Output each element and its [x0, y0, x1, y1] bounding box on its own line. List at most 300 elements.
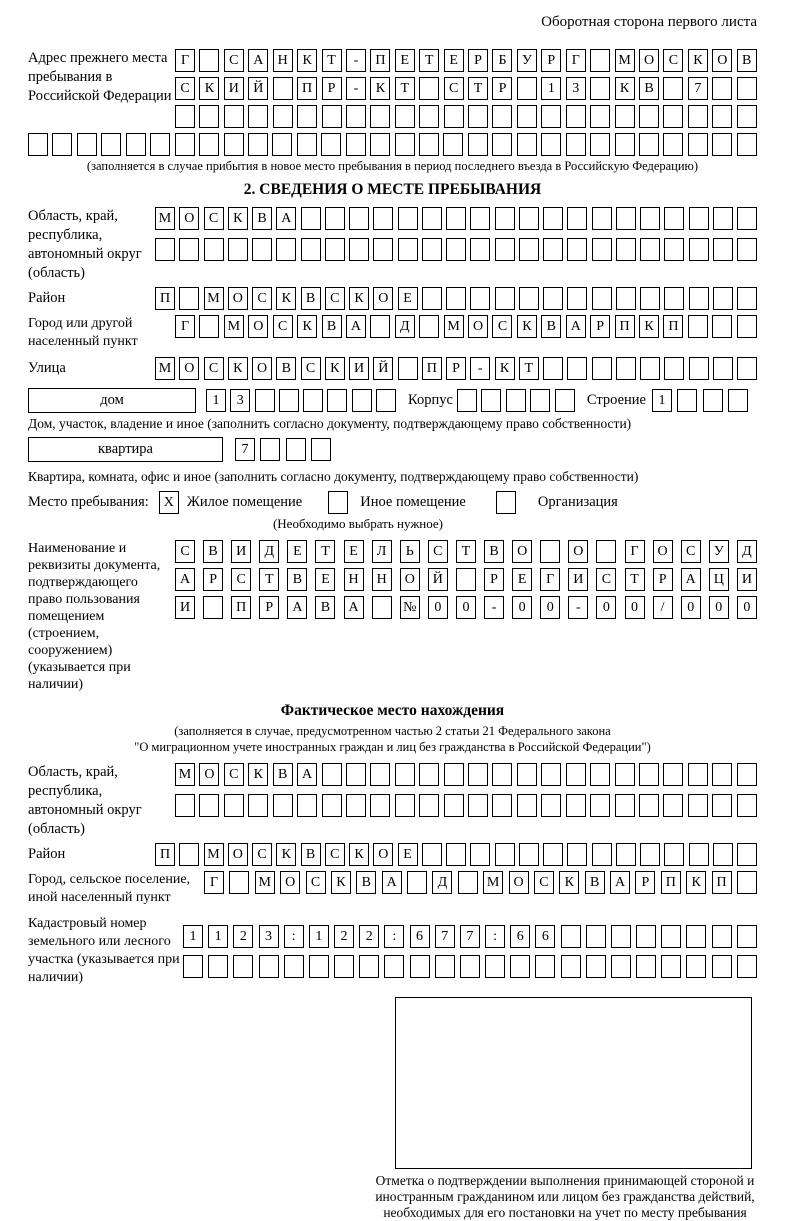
char-cell [640, 357, 660, 380]
char-cell: Е [444, 49, 464, 72]
char-cell [272, 133, 292, 156]
char-cell: А [248, 49, 268, 72]
char-cell [664, 238, 684, 261]
stamp-note: Отметка о подтверждении выполнения принимающей стороной и иностранным гражданином или лицом без гражданства действий, необходимых для его постановки на учет по месту пребывания [375, 1173, 755, 1220]
char-cell: М [615, 49, 635, 72]
region-row-1 [155, 207, 757, 230]
char-cell: К [639, 315, 659, 338]
char-cell [470, 287, 490, 310]
char-cell [555, 389, 575, 412]
char-cell: С [492, 315, 512, 338]
char-cell: Е [287, 540, 307, 563]
char-cell: К [495, 357, 515, 380]
char-cell [446, 238, 466, 261]
char-cell [199, 133, 219, 156]
char-cell [346, 763, 366, 786]
char-cell: П [663, 315, 683, 338]
char-cell: С [325, 287, 345, 310]
char-cell [322, 763, 342, 786]
prev-address-row-1 [175, 49, 757, 72]
char-cell [248, 794, 268, 817]
char-cell: К [276, 287, 296, 310]
actual-location-title: Фактическое место нахождения [280, 702, 505, 719]
char-cell [611, 955, 631, 978]
char-cell [543, 238, 563, 261]
char-cell: В [484, 540, 504, 563]
char-cell [566, 105, 586, 128]
char-cell: М [224, 315, 244, 338]
char-cell [689, 207, 709, 230]
char-cell [395, 133, 415, 156]
char-cell [248, 105, 268, 128]
apartment-row [28, 437, 757, 462]
char-cell: К [517, 315, 537, 338]
char-cell [590, 49, 610, 72]
option-other-checkbox [328, 491, 348, 514]
char-cell: Д [432, 871, 452, 894]
char-cell: 0 [512, 596, 532, 619]
char-cell [419, 763, 439, 786]
char-cell: Й [248, 77, 268, 100]
char-cell: К [686, 871, 706, 894]
char-cell [615, 105, 635, 128]
char-cell [286, 438, 306, 461]
option-other-label: Иное помещение [360, 494, 466, 510]
char-cell: С [252, 843, 272, 866]
char-cell: В [356, 871, 376, 894]
char-cell [615, 133, 635, 156]
char-cell: А [175, 568, 195, 591]
char-cell: Г [540, 568, 560, 591]
char-cell: К [248, 763, 268, 786]
char-cell [636, 925, 656, 948]
char-cell [519, 287, 539, 310]
char-cell [273, 794, 293, 817]
char-cell: В [639, 77, 659, 100]
char-cell [495, 843, 515, 866]
stay-place-label: Место пребывания: [28, 494, 149, 510]
char-cell [273, 105, 293, 128]
region-row-2 [155, 238, 757, 261]
char-cell: С [204, 357, 224, 380]
option-organization-label: Организация [537, 494, 618, 510]
char-cell: С [663, 49, 683, 72]
char-cell: О [228, 287, 248, 310]
char-cell [737, 207, 757, 230]
street-cells [155, 357, 757, 380]
char-cell [688, 315, 708, 338]
char-cell: 3 [566, 77, 586, 100]
char-cell: П [615, 315, 635, 338]
char-cell: В [301, 287, 321, 310]
char-cell [470, 843, 490, 866]
char-cell: П [422, 357, 442, 380]
char-cell [590, 133, 610, 156]
region-block [28, 207, 757, 283]
char-cell [321, 133, 341, 156]
stamp-box [395, 997, 752, 1169]
char-cell: 2 [334, 925, 354, 948]
char-cell: - [470, 357, 490, 380]
char-cell [663, 133, 683, 156]
char-cell [224, 133, 244, 156]
char-cell [506, 389, 526, 412]
char-cell [495, 287, 515, 310]
char-cell [590, 763, 610, 786]
char-cell [517, 794, 537, 817]
document-row-2 [175, 568, 757, 591]
city-block [28, 315, 757, 351]
char-cell [689, 357, 709, 380]
char-cell: М [444, 315, 464, 338]
char-cell [334, 955, 354, 978]
char-cell [640, 238, 660, 261]
char-cell: О [468, 315, 488, 338]
char-cell: У [709, 540, 729, 563]
char-cell [561, 925, 581, 948]
char-cell: О [373, 287, 393, 310]
char-cell: А [566, 315, 586, 338]
char-cell: 7 [435, 925, 455, 948]
char-cell: О [373, 843, 393, 866]
char-cell [689, 287, 709, 310]
char-cell [297, 794, 317, 817]
char-cell [663, 77, 683, 100]
char-cell [279, 389, 299, 412]
char-cell: 0 [596, 596, 616, 619]
char-cell [208, 955, 228, 978]
char-cell [510, 955, 530, 978]
char-cell [444, 763, 464, 786]
char-cell [596, 540, 616, 563]
document-block [28, 540, 757, 693]
stroenie-label: Строение [586, 392, 646, 408]
char-cell: Р [203, 568, 223, 591]
actual-region-label: Область, край, республика, автономный округ (область) [28, 764, 142, 837]
char-cell [175, 794, 195, 817]
char-cell: Р [468, 49, 488, 72]
char-cell: 1 [541, 77, 561, 100]
char-cell [636, 955, 656, 978]
char-cell: К [199, 77, 219, 100]
char-cell [592, 287, 612, 310]
char-cell: 0 [737, 596, 757, 619]
char-cell: К [297, 49, 317, 72]
char-cell: Г [625, 540, 645, 563]
char-cell [712, 794, 732, 817]
char-cell [737, 105, 757, 128]
house-number-cells [206, 389, 396, 412]
korpus-cells [457, 389, 575, 412]
char-cell: Л [372, 540, 392, 563]
char-cell: Р [259, 596, 279, 619]
char-cell: 6 [510, 925, 530, 948]
char-cell: О [199, 763, 219, 786]
char-cell [155, 238, 175, 261]
prev-address-row-4 [28, 133, 757, 156]
char-cell [541, 794, 561, 817]
char-cell [567, 238, 587, 261]
char-cell [492, 105, 512, 128]
char-cell [470, 207, 490, 230]
char-cell: : [384, 925, 404, 948]
char-cell: Р [322, 77, 342, 100]
char-cell [543, 207, 563, 230]
char-cell: К [349, 843, 369, 866]
char-cell [468, 133, 488, 156]
char-cell: К [559, 871, 579, 894]
char-cell [458, 871, 478, 894]
char-cell [530, 389, 550, 412]
char-cell [492, 794, 512, 817]
char-cell [737, 77, 757, 100]
char-cell: П [155, 843, 175, 866]
actual-location-note-2: "О миграционном учете иностранных граждан и лиц без гражданства в Российской Федерации") [134, 740, 651, 754]
char-cell [422, 287, 442, 310]
char-cell: Н [372, 568, 392, 591]
char-cell: В [203, 540, 223, 563]
char-cell: И [349, 357, 369, 380]
char-cell: 0 [456, 596, 476, 619]
char-cell [460, 955, 480, 978]
char-cell [468, 794, 488, 817]
char-cell [224, 794, 244, 817]
char-cell [419, 794, 439, 817]
char-cell: О [568, 540, 588, 563]
char-cell [737, 133, 757, 156]
char-cell [615, 794, 635, 817]
char-cell [419, 105, 439, 128]
char-cell [252, 238, 272, 261]
char-cell [713, 843, 733, 866]
char-cell: Р [590, 315, 610, 338]
char-cell [233, 955, 253, 978]
char-cell: С [175, 77, 195, 100]
char-cell: П [661, 871, 681, 894]
char-cell [224, 105, 244, 128]
char-cell [398, 207, 418, 230]
char-cell: И [568, 568, 588, 591]
char-cell [541, 133, 561, 156]
char-cell [419, 315, 439, 338]
apartment-number-cells [235, 438, 331, 461]
char-cell [260, 438, 280, 461]
char-cell [712, 955, 732, 978]
char-cell [150, 133, 170, 156]
char-cell [566, 794, 586, 817]
char-cell: М [483, 871, 503, 894]
char-cell [664, 357, 684, 380]
char-cell: А [297, 763, 317, 786]
char-cell [435, 955, 455, 978]
char-cell: А [287, 596, 307, 619]
char-cell: Е [344, 540, 364, 563]
char-cell: К [276, 843, 296, 866]
char-cell [349, 238, 369, 261]
city-cells [175, 315, 757, 338]
actual-region-row-1 [175, 763, 757, 786]
char-cell [419, 77, 439, 100]
char-cell: О [179, 207, 199, 230]
char-cell [535, 955, 555, 978]
char-cell [470, 238, 490, 261]
char-cell [373, 207, 393, 230]
char-cell [712, 763, 732, 786]
char-cell: С [325, 843, 345, 866]
stamp-area [365, 997, 765, 1221]
char-cell [686, 955, 706, 978]
char-cell: С [175, 540, 195, 563]
char-cell: Ц [709, 568, 729, 591]
char-cell [175, 105, 195, 128]
char-cell: Т [315, 540, 335, 563]
char-cell: А [346, 315, 366, 338]
char-cell [346, 794, 366, 817]
house-type-box: дом [28, 388, 196, 413]
char-cell [592, 843, 612, 866]
char-cell [661, 955, 681, 978]
district-block [28, 287, 757, 310]
char-cell [398, 238, 418, 261]
char-cell: К [331, 871, 351, 894]
char-cell [322, 105, 342, 128]
char-cell [183, 955, 203, 978]
cadastral-label: Кадастровый номер земельного или лесного участка (указывается при наличии) [28, 916, 180, 985]
char-cell: Р [653, 568, 673, 591]
char-cell [519, 238, 539, 261]
char-cell: О [252, 357, 272, 380]
char-cell [422, 207, 442, 230]
char-cell: Д [395, 315, 415, 338]
char-cell [444, 105, 464, 128]
char-cell [359, 955, 379, 978]
char-cell: Н [344, 568, 364, 591]
char-cell: 1 [206, 389, 226, 412]
char-cell: - [346, 49, 366, 72]
char-cell [199, 794, 219, 817]
char-cell: Т [625, 568, 645, 591]
char-cell: С [596, 568, 616, 591]
document-label: Наименование и реквизиты документа, подтверждающего право пользования помещением (строением, сооружением) (указывается при наличии) [28, 541, 161, 692]
char-cell [276, 238, 296, 261]
char-cell [590, 794, 610, 817]
char-cell: Й [373, 357, 393, 380]
region-label: Область, край, республика, автономный округ (область) [28, 208, 142, 281]
char-cell: О [280, 871, 300, 894]
char-cell [28, 133, 48, 156]
char-cell: Д [737, 540, 757, 563]
street-block [28, 357, 757, 380]
char-cell [395, 794, 415, 817]
char-cell: Т [395, 77, 415, 100]
char-cell: Т [468, 77, 488, 100]
char-cell [686, 925, 706, 948]
char-cell: У [517, 49, 537, 72]
char-cell [611, 925, 631, 948]
char-cell: А [276, 207, 296, 230]
char-cell [346, 105, 366, 128]
char-cell: В [585, 871, 605, 894]
char-cell [325, 238, 345, 261]
char-cell: С [444, 77, 464, 100]
actual-location-note-1: (заполняется в случае, предусмотренном частью 2 статьи 21 Федерального закона [174, 724, 611, 738]
char-cell [688, 794, 708, 817]
char-cell [663, 794, 683, 817]
char-cell: О [228, 843, 248, 866]
char-cell [495, 207, 515, 230]
char-cell [297, 133, 317, 156]
char-cell [255, 389, 275, 412]
char-cell [688, 105, 708, 128]
char-cell [616, 238, 636, 261]
char-cell [443, 133, 463, 156]
char-cell: И [231, 540, 251, 563]
char-cell [199, 49, 219, 72]
char-cell [519, 207, 539, 230]
apartment-type-box: квартира [28, 437, 223, 462]
char-cell [616, 357, 636, 380]
char-cell [712, 105, 732, 128]
char-cell [446, 207, 466, 230]
char-cell [639, 105, 659, 128]
actual-region-rows [175, 763, 757, 817]
char-cell: 1 [652, 389, 672, 412]
char-cell: С [231, 568, 251, 591]
char-cell [517, 77, 537, 100]
char-cell: С [224, 49, 244, 72]
char-cell: О [653, 540, 673, 563]
char-cell: И [175, 596, 195, 619]
char-cell [444, 794, 464, 817]
char-cell: - [568, 596, 588, 619]
char-cell [737, 843, 757, 866]
char-cell: Т [419, 49, 439, 72]
char-cell [372, 596, 392, 619]
char-cell: В [322, 315, 342, 338]
char-cell: П [231, 596, 251, 619]
char-cell [422, 843, 442, 866]
char-cell [422, 238, 442, 261]
char-cell [517, 105, 537, 128]
char-cell [179, 843, 199, 866]
char-cell [640, 287, 660, 310]
char-cell: И [224, 77, 244, 100]
char-cell [540, 540, 560, 563]
char-cell: 7 [460, 925, 480, 948]
char-cell: М [255, 871, 275, 894]
char-cell: В [252, 207, 272, 230]
char-cell [639, 763, 659, 786]
char-cell: С [301, 357, 321, 380]
char-cell [179, 238, 199, 261]
char-cell [204, 238, 224, 261]
form-page [0, 14, 800, 1220]
char-cell: - [484, 596, 504, 619]
char-cell: Г [175, 315, 195, 338]
char-cell: К [297, 315, 317, 338]
cadastral-block [28, 915, 757, 987]
char-cell: П [155, 287, 175, 310]
prev-address-row-2 [175, 77, 757, 100]
char-cell: С [681, 540, 701, 563]
char-cell [640, 207, 660, 230]
char-cell: А [344, 596, 364, 619]
cadastral-rows [183, 915, 757, 978]
char-cell: П [370, 49, 390, 72]
char-cell: : [485, 925, 505, 948]
char-cell: С [273, 315, 293, 338]
char-cell [566, 763, 586, 786]
